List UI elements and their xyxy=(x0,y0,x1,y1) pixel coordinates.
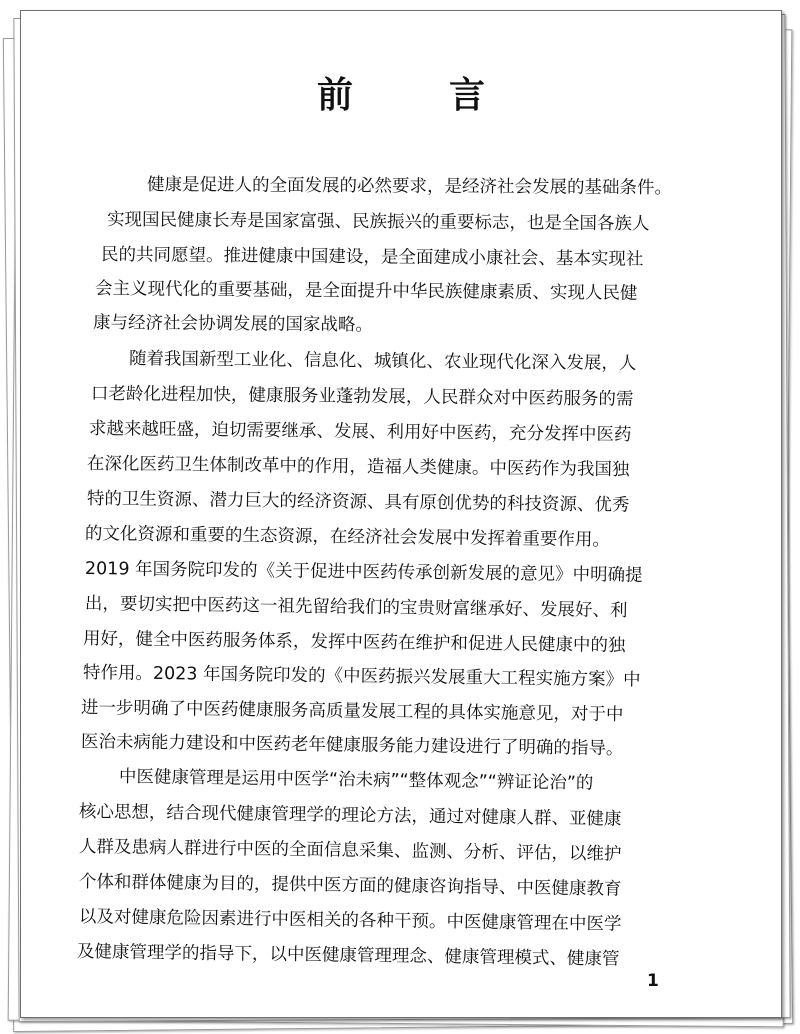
text-line: 核心思想，结合现代健康管理学的理论方法，通过对健康人群、亚健康 xyxy=(78,802,622,830)
text-line: 进一步明确了中医药健康服务高质量发展工程的具体实施意见，对于中 xyxy=(80,698,624,726)
text-line: 民的共同愿望。推进健康中国建设，是全面建成小康社会、基本实现社 xyxy=(100,245,644,270)
page-number: 1 xyxy=(647,971,659,991)
text-line: 及健康管理学的指导下，以中医健康管理理念、健康管理模式、健康管 xyxy=(76,942,620,970)
text-line: 用好，健全中医药服务体系，发挥中医药在维护和促进人民健康中的独 xyxy=(82,629,626,657)
text-line: 实现国民健康长寿是国家富强、民族振兴的重要标志，也是全国各族人 xyxy=(106,210,650,235)
text-line: 人群及患病人群进行中医的全面信息采集、监测、分析、评估，以维护 xyxy=(78,837,622,865)
text-line: 随着我国新型工业化、信息化、城镇化、农业现代化深入发展，人 xyxy=(128,349,637,374)
text-line: 医治未病能力建设和中医药老年健康服务能力建设进行了明确的指导。 xyxy=(80,732,624,760)
text-line: 特的卫生资源、潜力巨大的经济资源、具有原创优势的科技资源、优秀 xyxy=(86,489,630,516)
text-line: 在深化医药卫生体制改革中的作用，造福人类健康。中医药作为我国独 xyxy=(86,454,630,481)
text-line: 口老龄化进程加快，健康服务业蓬勃发展，人民群众对中医药服务的需 xyxy=(90,384,634,410)
text-line: 2019 年国务院印发的《关于促进中医药传承创新发展的意见》中明确提 xyxy=(84,559,643,586)
page-title: 前 言 xyxy=(316,74,515,116)
text-line: 求越来越旺盛，迫切需要继承、发展、利用好中医药，充分发挥中医药 xyxy=(88,419,632,446)
text-line: 中医健康管理是运用中医学“治未病”“整体观念”“辨证论治”的 xyxy=(118,767,594,794)
text-line: 出，要切实把中医药这一祖先留给我们的宝贵财富继承好、发展好、利 xyxy=(84,594,628,622)
text-line: 会主义现代化的重要基础，是全面提升中华民族健康素质、实现人民健 xyxy=(94,279,638,304)
text-line: 个体和群体健康为目的，提供中医方面的健康咨询指导、中医健康教育 xyxy=(78,872,622,900)
text-line: 的文化资源和重要的生态资源，在经济社会发展中发挥着重要作用。 xyxy=(84,524,611,551)
text-line: 特作用。2023 年国务院印发的《中医药振兴发展重大工程实施方案》中 xyxy=(82,663,641,691)
text-line: 以及对健康危险因素进行中医相关的各种干预。中医健康管理在中医学 xyxy=(78,907,622,935)
document-page xyxy=(20,10,782,1018)
text-line: 康与经济社会协调发展的国家战略。 xyxy=(92,313,374,336)
text-line: 健康是促进人的全面发展的必然要求，是经济社会发展的基础条件。 xyxy=(146,175,673,199)
